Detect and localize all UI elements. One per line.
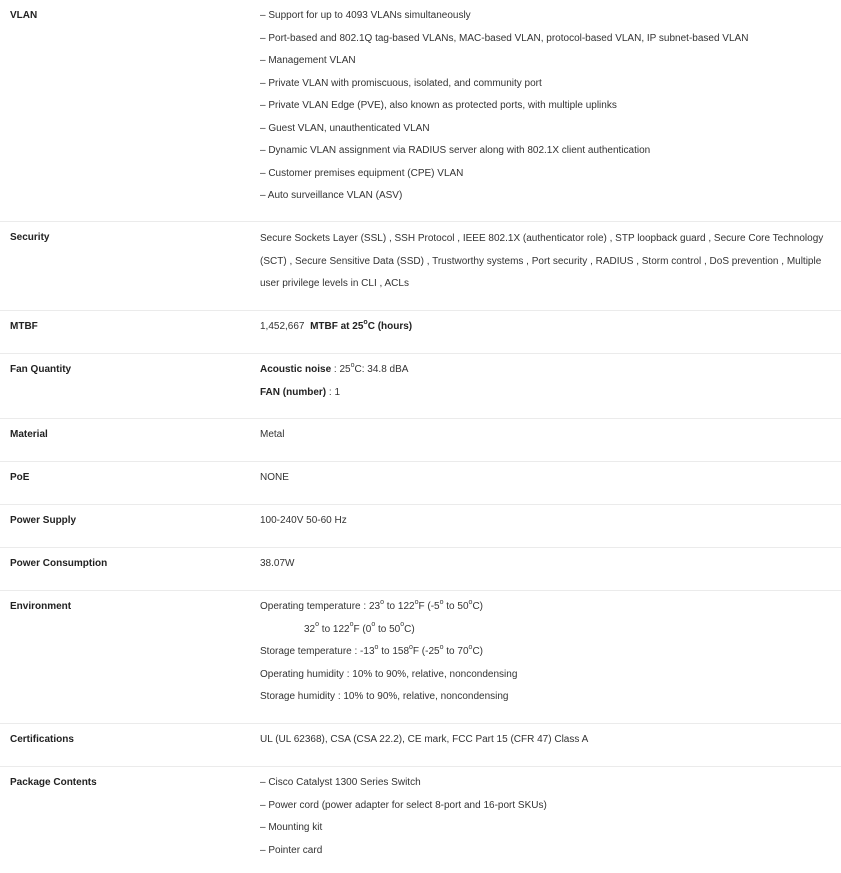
list-item: – Guest VLAN, unauthenticated VLAN	[260, 122, 430, 134]
storage-temperature: Storage temperature : -13$^o$ to 158$^o$F (-25$^o$ to 70$^o$C)	[260, 643, 483, 657]
spec-row-fan	[0, 354, 841, 419]
spec-value: Secure Sockets Layer (SSL) , SSH Protocol , IEEE 802.1X (authenticator role) , STP loopback guard , Secure Core Technology (SCT) , Secure Sensitive Data (SSD) , Trustworthy systems , Port security , RADIUS , Storm control , DoS prevention , Multiple user privilege levels in CLI , ACLs	[260, 233, 824, 289]
spec-row-material	[0, 419, 841, 462]
spec-label: Material	[10, 429, 48, 440]
spec-value: Metal	[260, 429, 285, 440]
spec-value: UL (UL 62368), CSA (CSA 22.2), CE mark, FCC Part 15 (CFR 47) Class A	[260, 734, 589, 745]
spec-value-list	[260, 5, 833, 208]
spec-label: Power Consumption	[10, 558, 108, 569]
spec-row-poe	[0, 462, 841, 505]
spec-row-vlan	[0, 0, 841, 222]
spec-label: Package Contents	[10, 777, 97, 788]
fan-number: FAN (number) : 1	[260, 386, 341, 398]
spec-label: Environment	[10, 601, 72, 612]
spec-value-list	[260, 772, 833, 862]
storage-humidity: Storage humidity : 10% to 90%, relative, noncondensing	[260, 691, 509, 702]
spec-label: Power Supply	[10, 515, 77, 526]
spec-value: NONE	[260, 472, 289, 483]
list-item: – Support for up to 4093 VLANs simultaneously	[260, 10, 471, 21]
list-item: – Pointer card	[260, 844, 323, 856]
spec-value	[260, 596, 833, 709]
spec-row-security	[0, 222, 841, 311]
list-item: – Private VLAN Edge (PVE), also known as protected ports, with multiple uplinks	[260, 100, 617, 111]
spec-row-certifications	[0, 724, 841, 767]
operating-humidity: Operating humidity : 10% to 90%, relative, noncondensing	[260, 668, 518, 680]
list-item: – Port-based and 802.1Q tag-based VLANs, MAC-based VLAN, protocol-based VLAN, IP subnet-based VLAN	[260, 32, 749, 44]
spec-value: 38.07W	[260, 558, 295, 569]
operating-temperature-alt: 32$^o$ to 122$^o$F (0$^o$ to 50$^o$C)	[304, 621, 415, 635]
mtbf-unit: MTBF at 25$^o$C (hours)	[310, 318, 413, 332]
acoustic-noise: Acoustic noise : 25$^o$C: 34.8 dBA	[260, 361, 409, 375]
spec-value	[260, 359, 833, 404]
list-item: – Cisco Catalyst 1300 Series Switch	[260, 777, 421, 788]
list-item: – Mounting kit	[260, 822, 323, 833]
list-item: – Dynamic VLAN assignment via RADIUS server along with 802.1X client authentication	[260, 145, 651, 156]
mtbf-value: 1,452,667	[260, 321, 305, 332]
spec-label: PoE	[10, 472, 30, 483]
spec-value: 100-240V 50-60 Hz	[260, 515, 347, 526]
spec-label: MTBF	[10, 321, 38, 332]
spec-row-power-supply	[0, 505, 841, 548]
spec-value	[260, 316, 833, 339]
spec-label: Security	[10, 232, 50, 243]
spec-row-package	[0, 767, 841, 873]
list-item: – Management VLAN	[260, 55, 356, 66]
spec-label: Fan Quantity	[10, 364, 72, 375]
spec-label: Certifications	[10, 734, 74, 745]
list-item: – Private VLAN with promiscuous, isolated, and community port	[260, 77, 542, 89]
operating-temperature: Operating temperature : 23$^o$ to 122$^o$F (-5$^o$ to 50$^o$C)	[260, 598, 483, 612]
spec-row-mtbf	[0, 311, 841, 354]
spec-row-environment	[0, 591, 841, 724]
list-item: – Power cord (power adapter for select 8-port and 16-port SKUs)	[260, 799, 547, 811]
list-item: – Auto surveillance VLAN (ASV)	[260, 190, 403, 201]
list-item: – Customer premises equipment (CPE) VLAN	[260, 167, 464, 179]
spec-label: VLAN	[10, 10, 38, 21]
spec-row-power-consumption	[0, 548, 841, 591]
